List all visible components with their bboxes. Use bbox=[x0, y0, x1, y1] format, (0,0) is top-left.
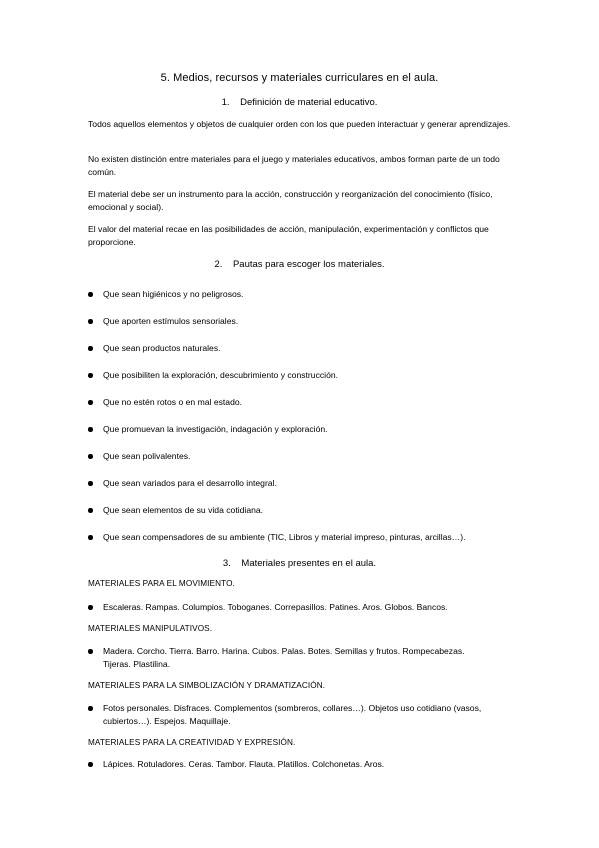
section-heading-3 bbox=[0, 558, 599, 569]
list-item-text: Que sean compensadores de su ambiente (TIC, Libros y material impreso, pinturas, arcillas…). bbox=[103, 532, 466, 542]
bullet-icon bbox=[88, 373, 93, 378]
list-item-text: Que sean elementos de su vida cotidiana. bbox=[103, 505, 264, 515]
list-item-text: Madera. Corcho. Tierra. Barro. Harina. Cubos. Palas. Botes. Semillas y frutos. Rompecabezas. Tijeras. Plastilina. bbox=[103, 646, 465, 669]
section-heading-2 bbox=[0, 259, 599, 270]
bullet-icon bbox=[88, 605, 93, 610]
list-item-text: Escaleras. Rampas. Columpios. Toboganes. Correpasillos. Patines. Aros. Globos. Bancos. bbox=[103, 602, 448, 612]
section-number: 3. bbox=[222, 558, 231, 569]
group-heading: MATERIALES MANIPULATIVOS. bbox=[88, 624, 213, 633]
list-item-text: Que no estén rotos o en mal estado. bbox=[103, 397, 243, 407]
bullet-icon bbox=[88, 400, 93, 405]
section-number: 1. bbox=[221, 97, 230, 108]
list-item-text: Que aporten estímulos sensoriales. bbox=[103, 316, 239, 326]
list-item-text: Que sean variados para el desarrollo integral. bbox=[103, 478, 277, 488]
paragraph: No existen distinción entre materiales para el juego y materiales educativos, ambos forman parte de un todo común. bbox=[88, 154, 500, 177]
bullet-icon bbox=[88, 319, 93, 324]
section-title: Pautas para escoger los materiales. bbox=[232, 259, 385, 270]
bullet-icon bbox=[88, 454, 93, 459]
section-number: 2. bbox=[214, 259, 223, 270]
paragraph: Todos aquellos elementos y objetos de cualquier orden con los que pueden interactuar y generar aprendizajes. bbox=[88, 119, 511, 129]
group-heading: MATERIALES PARA EL MOVIMIENTO. bbox=[88, 579, 235, 588]
bullet-icon bbox=[88, 762, 93, 767]
bullet-icon bbox=[88, 535, 93, 540]
bullet-icon bbox=[88, 649, 93, 654]
section-heading-1 bbox=[0, 97, 599, 108]
list-item-text: Fotos personales. Disfraces. Complementos (sombreros, collares…). Objetos uso cotidiano (vasos, cubiertos…). Espejos. Maquillaje. bbox=[103, 703, 482, 726]
list-item-text: Que sean polivalentes. bbox=[103, 451, 191, 461]
bullet-icon bbox=[88, 481, 93, 486]
section-title: Materiales presentes en el aula. bbox=[241, 558, 377, 569]
group-heading: MATERIALES PARA LA SIMBOLIZACIÓN Y DRAMATIZACIÓN. bbox=[88, 681, 326, 690]
bullet-icon bbox=[88, 508, 93, 513]
document-title: 5. Medios, recursos y materiales curriculares en el aula. bbox=[160, 72, 439, 84]
bullet-icon bbox=[88, 427, 93, 432]
list-item-text: Que sean productos naturales. bbox=[103, 343, 221, 353]
section-title: Definición de material educativo. bbox=[240, 97, 378, 108]
paragraph: El valor del material recae en las posibilidades de acción, manipulación, experimentación y conflictos que proporcione. bbox=[88, 224, 489, 247]
bullet-icon bbox=[88, 292, 93, 297]
list-item-text: Que sean higiénicos y no peligrosos. bbox=[103, 289, 244, 299]
list-item-text: Que promuevan la investigación, indagación y exploración. bbox=[103, 424, 328, 434]
bullet-icon bbox=[88, 346, 93, 351]
list-item-text: Que posibiliten la exploración, descubrimiento y construcción. bbox=[103, 370, 339, 380]
paragraph: El material debe ser un instrumento para la acción, construcción y reorganización del conocimiento (físico, emocional y social). bbox=[88, 189, 493, 212]
list-item-text: Lápices. Rotuladores. Ceras. Tambor. Flauta. Platillos. Colchonetas. Aros. bbox=[103, 759, 385, 769]
group-heading: MATERIALES PARA LA CREATIVIDAD Y EXPRESIÓN. bbox=[88, 738, 296, 747]
bullet-icon bbox=[88, 706, 93, 711]
